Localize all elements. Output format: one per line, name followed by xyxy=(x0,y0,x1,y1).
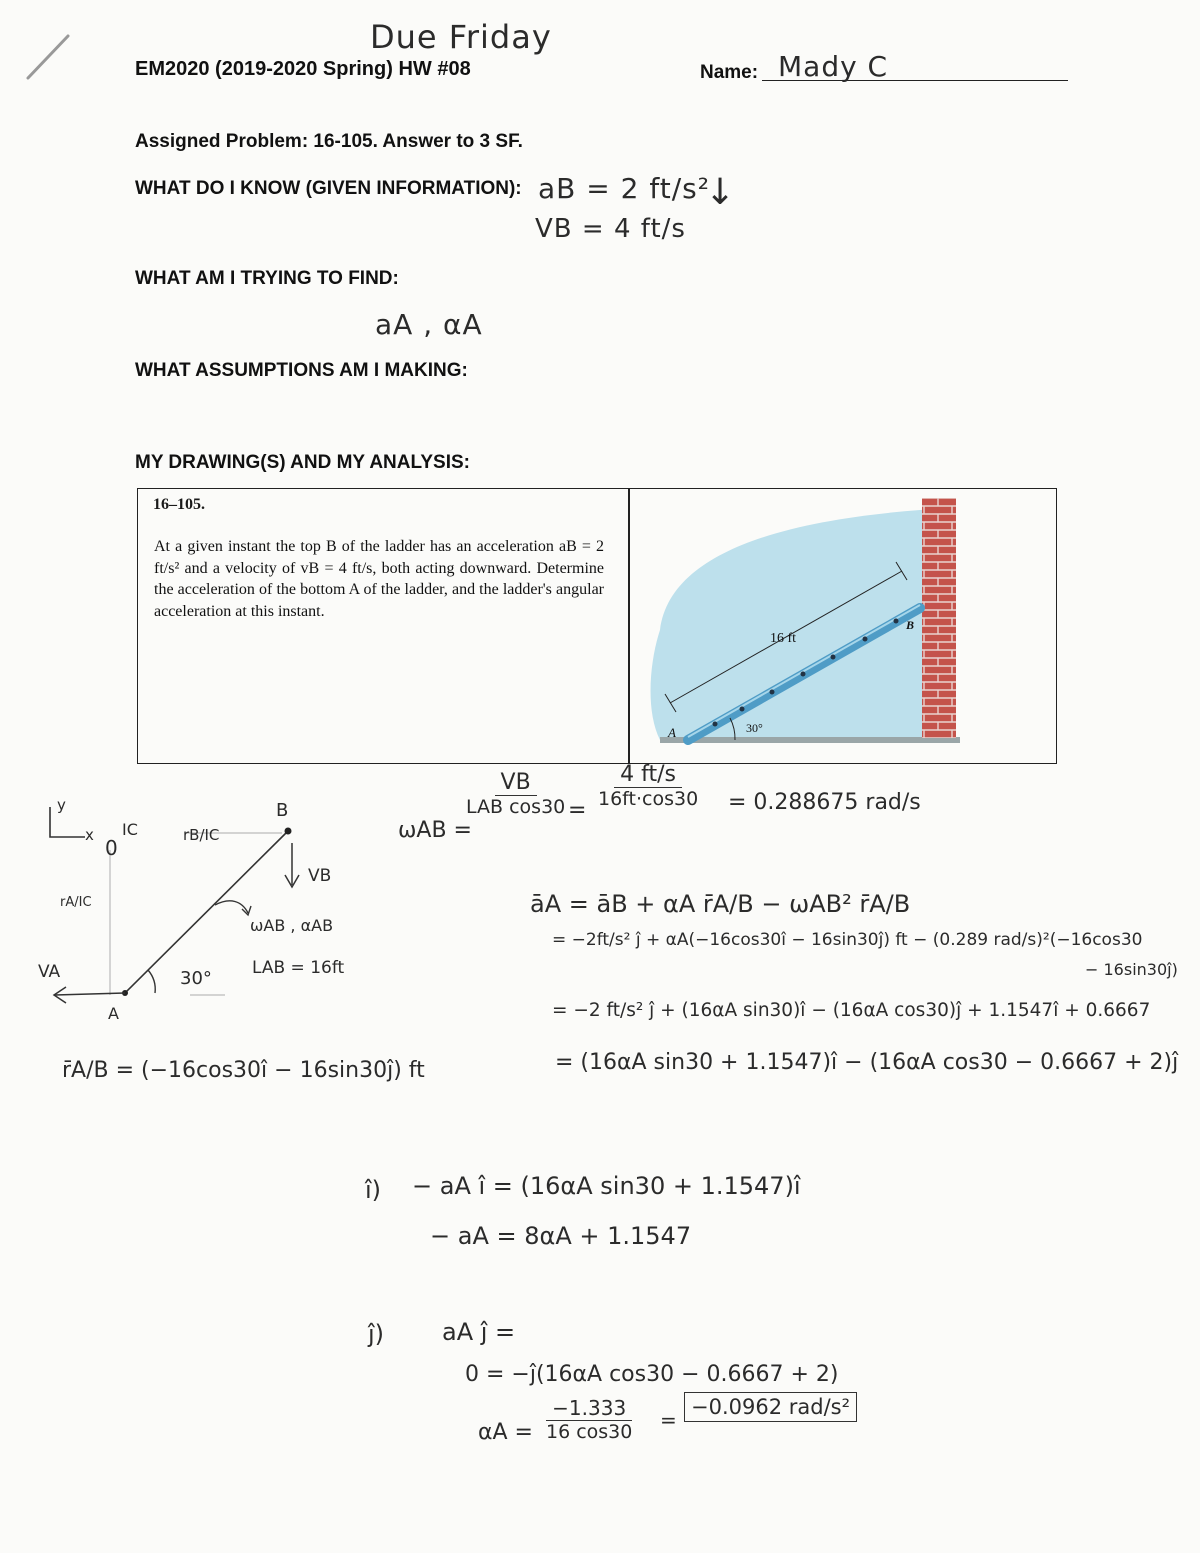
check-mark-icon xyxy=(20,30,80,85)
down-arrow-icon: ↓ xyxy=(705,172,737,213)
name-label: Name: xyxy=(700,62,759,83)
brick-wall xyxy=(922,498,956,738)
r-bic-label: rB/IC xyxy=(183,826,220,844)
omega-fraction-2 xyxy=(592,762,704,810)
ic-label: IC xyxy=(122,820,138,839)
omega-den-2: 16ft·cos30 xyxy=(598,788,699,810)
i-line-1: − aA î = (16αA sin30 + 1.1547)î xyxy=(412,1172,801,1200)
alpha-num: −1.333 xyxy=(546,1396,632,1421)
given-label: WHAT DO I KNOW (GIVEN INFORMATION): xyxy=(135,178,522,199)
problem-statement: At a given instant the top B of the ladder has an acceleration aB = 2 ft/s² and a velocity of vB = 4 ft/s, both acting downward. Determine the acceleration of the bottom A of the ladder, and the ladder's angular acceleration at this instant. xyxy=(154,538,604,620)
sky-background xyxy=(651,510,948,740)
axis-x-label: x xyxy=(85,826,94,844)
omega-den: LAB cos30 xyxy=(466,796,566,818)
accel-line-2: = −2ft/s² ĵ + αA(−16cos30î − 16sin30ĵ) ft − (0.289 rad/s)²(−16cos30 xyxy=(552,930,1143,950)
omega-alpha-label: ωAB , αAB xyxy=(250,916,334,935)
name-value: Mady C xyxy=(778,50,889,83)
drawing-label: MY DRAWING(S) AND MY ANALYSIS: xyxy=(135,452,470,473)
v-a-label: VA xyxy=(38,962,61,982)
accel-line-4: = (16αA sin30 + 1.1547)î − (16αA cos30 − 0.6667 + 2)ĵ xyxy=(555,1050,1179,1075)
course-title: EM2020 (2019-2020 Spring) HW #08 xyxy=(135,58,471,80)
j-component-label: ĵ) xyxy=(368,1320,385,1348)
origin-label: 0 xyxy=(105,836,118,860)
omega-result: = 0.288675 rad/s xyxy=(728,790,921,815)
alpha-fraction xyxy=(540,1396,638,1443)
equals-sign-2: = xyxy=(660,1408,677,1432)
accel-line-1: āA = āB + αA r̄A/B − ωAB² r̄A/B xyxy=(530,890,911,918)
omega-lhs: ωAB = xyxy=(398,818,472,843)
assumptions-label: WHAT ASSUMPTIONS AM I MAKING: xyxy=(135,360,468,381)
omega-num: VB xyxy=(495,770,537,796)
omega-fraction-1 xyxy=(460,770,571,818)
i-line-2: − aA = 8αA + 1.1547 xyxy=(430,1222,692,1250)
final-answer-box: −0.0962 rad/s² xyxy=(684,1392,857,1422)
sketch-point-a: A xyxy=(108,1004,119,1023)
ladder-figure xyxy=(630,490,1053,760)
alpha-den: 16 cos30 xyxy=(546,1421,633,1443)
j-line-1: aA ĵ = xyxy=(442,1318,516,1346)
problem-number: 16–105. xyxy=(153,496,205,513)
given-velocity: VB = 4 ft/s xyxy=(535,214,686,244)
axis-y-label: y xyxy=(57,796,66,814)
point-a-label: A xyxy=(668,725,676,740)
length-label: 16 ft xyxy=(770,631,797,646)
r-ab-equation: r̄A/B = (−16cos30î − 16sin30ĵ) ft xyxy=(62,1058,425,1083)
due-note: Due Friday xyxy=(370,18,552,56)
length-lab-label: LAB = 16ft xyxy=(252,958,345,978)
point-b-label: B xyxy=(906,618,915,632)
given-acceleration: aB = 2 ft/s² xyxy=(538,172,710,205)
find-value: aA , αA xyxy=(375,308,483,341)
ground xyxy=(660,737,960,743)
assigned-problem: Assigned Problem: 16-105. Answer to 3 SF. xyxy=(135,131,523,152)
r-aic-label: rA/IC xyxy=(60,895,92,910)
sketch-point-b: B xyxy=(276,800,289,821)
j-line-2: 0 = −ĵ(16αA cos30 − 0.6667 + 2) xyxy=(465,1362,839,1387)
equals-sign-1: = xyxy=(568,798,587,823)
angle-label: 30° xyxy=(746,721,763,735)
angle-30-label: 30° xyxy=(180,968,212,989)
accel-line-2b: − 16sin30ĵ) xyxy=(1085,960,1178,979)
find-label: WHAT AM I TRYING TO FIND: xyxy=(135,268,399,289)
v-b-label: VB xyxy=(308,866,332,886)
i-component-label: î) xyxy=(365,1176,382,1204)
omega-num-2: 4 ft/s xyxy=(614,762,682,788)
accel-line-3: = −2 ft/s² ĵ + (16αA sin30)î − (16αA cos30)ĵ + 1.1547î + 0.6667 xyxy=(552,1000,1151,1021)
alpha-lhs: αA = xyxy=(478,1420,533,1445)
